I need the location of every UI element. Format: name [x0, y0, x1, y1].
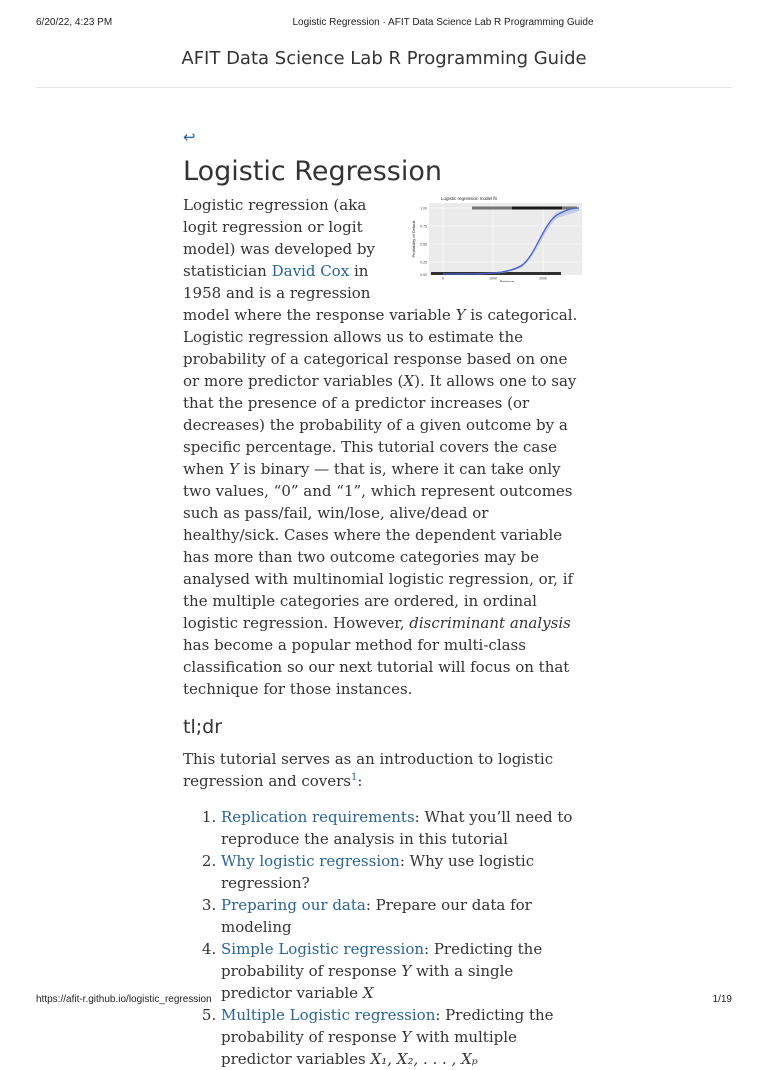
print-url: https://afit-r.github.io/logistic_regression — [36, 994, 212, 1005]
svg-text:0.75: 0.75 — [420, 224, 427, 229]
figure-title: Logistic regression model fit — [441, 196, 497, 201]
list-item: 4. Simple Logistic regression: Predicting the probability of response Y with a single predictor variable X — [221, 938, 587, 1004]
preparing-our-data-link[interactable]: Preparing our data — [221, 896, 366, 914]
intro-paragraph: Logistic regression (aka logit regression or logit model) was developed by statistician David Cox in 1958 and is a regression model where the response variable Y is categorical. Logistic regression allows us to estimate the probability of a categorical response based on one or more predictor variables (X). It allows one to say that the presence of a predictor increases (or decreases) the probability of a given outcome by a specific percentage. This tutorial covers the case when Y is binary — that is, where it can take only two values, “0” and “1”, which represent outcomes such as pass/fail, win/lose, alive/dead or healthy/sick. Cases where the dependent variable has more than two outcome categories may be analysed with multinomial logistic regression, or, if the multiple categories are ordered, in ordinal logistic regression. However, discriminant analysis has become a popular method for multi-class classification so our next tutorial will focus on that technique for those instances. — [183, 196, 578, 698]
list-item: 2. Why logistic regression: Why use logistic regression? — [221, 850, 587, 894]
page-title: Logistic Regression — [183, 156, 442, 187]
print-datetime: 6/20/22, 4:23 PM — [36, 17, 113, 28]
y-axis-label: Probability of Default — [411, 220, 416, 258]
tldr-paragraph: This tutorial serves as an introduction to logistic regression and covers$^1$: — [183, 750, 554, 790]
header-divider — [36, 87, 732, 88]
tldr-heading: tl;dr — [183, 716, 223, 738]
svg-text:1000: 1000 — [489, 276, 497, 281]
discriminant-analysis-emphasis: discriminant analysis — [409, 614, 571, 632]
svg-text:2000: 2000 — [539, 276, 547, 281]
print-page-number: 1/19 — [712, 994, 732, 1005]
simple-logistic-regression-link[interactable]: Simple Logistic regression — [221, 940, 425, 958]
back-link-icon[interactable]: ↩ — [183, 128, 196, 146]
list-item: 3. Preparing our data: Prepare our data for modeling — [221, 894, 587, 938]
article — [183, 128, 587, 1070]
david-cox-link[interactable]: David Cox — [271, 262, 350, 280]
footnote-link[interactable]: 1 — [350, 772, 358, 783]
logistic-regression-figure — [397, 194, 587, 282]
logistic-plot — [397, 194, 587, 282]
list-item: 5. Multiple Logistic regression: Predicting the probability of response Y with multiple predictor variables X₁, X₂, . . . , Xₚ — [221, 1004, 587, 1070]
svg-text:0.25: 0.25 — [420, 260, 427, 265]
svg-text:1.00: 1.00 — [420, 206, 427, 211]
multiple-logistic-regression-link[interactable]: Multiple Logistic regression — [221, 1006, 436, 1024]
site-title[interactable]: AFIT Data Science Lab R Programming Guide — [181, 48, 587, 69]
replication-requirements-link[interactable]: Replication requirements — [221, 808, 415, 826]
svg-text:0.00: 0.00 — [420, 273, 427, 277]
x-axis-label: Balance — [499, 279, 515, 282]
svg-text:0: 0 — [442, 276, 444, 281]
tldr-list — [183, 806, 587, 1070]
svg-text:0.50: 0.50 — [420, 242, 427, 247]
print-page-title: Logistic Regression · AFIT Data Science Lab R Programming Guide — [292, 17, 594, 28]
why-logistic-regression-link[interactable]: Why logistic regression — [221, 852, 400, 870]
list-item: 1. Replication requirements: What you’ll need to reproduce the analysis in this tutorial — [221, 806, 587, 850]
